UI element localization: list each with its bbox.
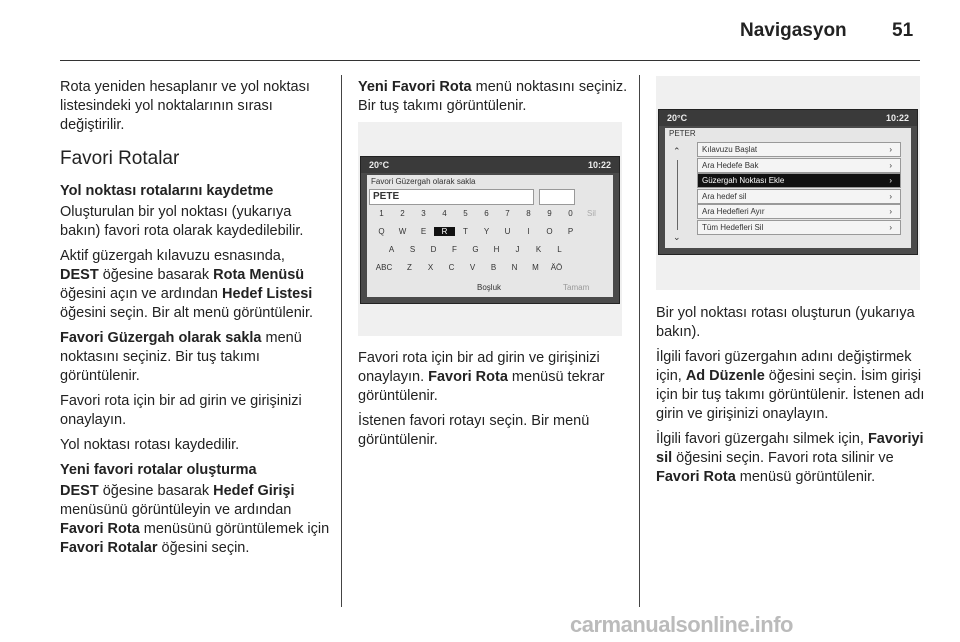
- keyboard-key[interactable]: L: [557, 245, 562, 254]
- keyboard-key[interactable]: W: [398, 227, 407, 236]
- column-divider-2: [639, 75, 640, 607]
- screen-title: PETER: [669, 129, 696, 138]
- keyboard-row: [367, 209, 613, 218]
- keyboard-key[interactable]: F: [452, 245, 457, 254]
- section-heading: Favori Rotalar: [60, 148, 180, 169]
- keyboard-key[interactable]: ÄÖ: [550, 263, 563, 272]
- column-2: [358, 78, 630, 122]
- chevron-right-icon: ›: [889, 207, 892, 216]
- paragraph: İlgili favori güzergahın adını değiştirmek için, Ad Düzenle öğesini seçin. İsim girişi için bir tuş takımı görüntülenir. İstenen adı girin ve girişinizi onaylayın.: [656, 349, 925, 422]
- paragraph: Yeni Favori Rota menü noktasını seçiniz. Bir tuş takımı görüntülenir.: [358, 79, 628, 114]
- keyboard-key[interactable]: H: [493, 245, 500, 254]
- keyboard-key[interactable]: 9: [547, 209, 552, 218]
- column-2-lower: [358, 349, 630, 456]
- keyboard-screenshot: 20°C 10:22 Favori Güzergah olarak sakla PETE 1 2 3 4 5 6 7 8 9 0 Sil Q W E R T Y U I O P A S D F G H J K L ABC Z X C V B N M ÄÖ Boşluk Tamam: [358, 122, 622, 336]
- menu-item-label: Tüm Hedefleri Sil: [702, 222, 764, 232]
- keyboard-key[interactable]: 7: [505, 209, 510, 218]
- chevron-right-icon: ›: [889, 145, 892, 154]
- keyboard-key[interactable]: J: [515, 245, 520, 254]
- keyboard-key[interactable]: 1: [379, 209, 384, 218]
- keyboard-key[interactable]: ABC: [375, 263, 393, 272]
- keyboard-key[interactable]: 6: [484, 209, 489, 218]
- paragraph: Aktif güzergah kılavuzu esnasında, DEST öğesine basarak Rota Menüsü öğesini açın ve ardından Hedef Listesi öğesini seçin. Bir alt menü görüntülenir.: [60, 248, 314, 321]
- menu-item-label: Güzergah Noktası Ekle: [702, 176, 785, 185]
- chevron-right-icon: ›: [889, 191, 892, 201]
- screen-title: Favori Güzergah olarak sakla: [371, 177, 476, 186]
- paragraph: Bir yol noktası rotası oluşturun (yukarıya bakın).: [656, 305, 915, 340]
- paragraph: İlgili favori güzergahı silmek için, Favoriyi sil öğesini seçin. Favori rota silinir ve Favori Rota menüsü görüntülenir.: [656, 431, 924, 485]
- space-key[interactable]: Boşluk: [477, 283, 502, 292]
- keyboard-key[interactable]: P: [567, 227, 574, 236]
- input-box: [539, 189, 575, 205]
- menu-screenshot: 20°C 10:22 PETER ⌃ ⌄ Kılavuzu Başlat › Ara Hedefe Bak › Güzergah Noktası Ekle › Ara hedef sil › Ara Hedefleri Ayır › Tüm Hedefleri Sil ›: [656, 76, 920, 290]
- chevron-right-icon: ›: [889, 222, 892, 232]
- paragraph: Yol noktası rotası kaydedilir.: [60, 437, 240, 453]
- page-number: 51: [892, 20, 914, 41]
- menu-item[interactable]: [697, 189, 901, 204]
- keyboard-key[interactable]: D: [430, 245, 437, 254]
- subsection-heading: Yol noktası rotalarını kaydetme: [60, 183, 274, 199]
- keyboard-key[interactable]: E: [420, 227, 427, 236]
- chevron-right-icon: ›: [889, 176, 892, 185]
- keyboard-key[interactable]: 8: [526, 209, 531, 218]
- keyboard-key[interactable]: B: [490, 263, 497, 272]
- keyboard-key[interactable]: V: [469, 263, 476, 272]
- keyboard-key[interactable]: T: [463, 227, 468, 236]
- scroll-down-icon[interactable]: ⌄: [673, 232, 681, 242]
- column-3: [656, 304, 926, 493]
- subsection-heading: Yeni favori rotalar oluşturma: [60, 462, 257, 478]
- keyboard-key[interactable]: S: [409, 245, 416, 254]
- paragraph: Rota yeniden hesaplanır ve yol noktası listesindeki yol noktalarının sırası değiştirilir.: [60, 79, 310, 133]
- menu-item[interactable]: [697, 142, 901, 157]
- menu-item[interactable]: [697, 173, 901, 188]
- keyboard-key[interactable]: Y: [483, 227, 490, 236]
- keyboard-key[interactable]: 0: [568, 209, 573, 218]
- keyboard-key[interactable]: A: [388, 245, 395, 254]
- watermark: carmanualsonline.info: [570, 612, 793, 637]
- name-input[interactable]: PETE: [369, 189, 534, 205]
- keyboard-key[interactable]: Sil: [587, 209, 596, 218]
- menu-item-label: Kılavuzu Başlat: [702, 145, 758, 154]
- keyboard-row: [367, 263, 613, 272]
- paragraph: Favori Güzergah olarak sakla menü noktasını seçiniz. Bir tuş takımı görüntülenir.: [60, 330, 302, 384]
- paragraph: İstenen favori rotayı seçin. Bir menü görüntülenir.: [358, 413, 590, 448]
- page-header-title: Navigasyon: [740, 20, 847, 41]
- header-rule: [60, 60, 920, 61]
- keyboard-key[interactable]: K: [535, 245, 542, 254]
- keyboard-key[interactable]: 3: [421, 209, 426, 218]
- keyboard-key[interactable]: 4: [442, 209, 447, 218]
- menu-item[interactable]: [697, 220, 901, 235]
- keyboard-key[interactable]: M: [532, 263, 539, 272]
- paragraph: Oluşturulan bir yol noktası (yukarıya bakın) favori rota olarak kaydedilebilir.: [60, 204, 304, 239]
- paragraph: DEST öğesine basarak Hedef Girişi menüsünü görüntüleyin ve ardından Favori Rota menüsünü görüntülemek için Favori Rotalar öğesini seçin.: [60, 483, 330, 556]
- keyboard-row: [367, 227, 613, 236]
- scroll-up-icon[interactable]: ⌃: [673, 146, 681, 156]
- scrollbar[interactable]: [677, 160, 678, 230]
- keyboard-key[interactable]: U: [504, 227, 511, 236]
- column-1: [60, 78, 330, 564]
- menu-item-label: Ara Hedefleri Ayır: [702, 207, 765, 216]
- keyboard-key[interactable]: R: [434, 227, 455, 236]
- keyboard-key[interactable]: O: [546, 227, 553, 236]
- keyboard-key[interactable]: 2: [400, 209, 405, 218]
- keyboard-key[interactable]: Z: [407, 263, 412, 272]
- chevron-right-icon: ›: [889, 160, 892, 170]
- ok-key[interactable]: Tamam: [563, 283, 590, 292]
- keyboard-key[interactable]: I: [527, 227, 530, 236]
- paragraph: Favori rota için bir ad girin ve girişinizi onaylayın. Favori Rota menüsü tekrar görüntülenir.: [358, 350, 605, 404]
- keyboard-key[interactable]: G: [472, 245, 479, 254]
- menu-item[interactable]: [697, 158, 901, 173]
- keyboard-key[interactable]: N: [511, 263, 518, 272]
- paragraph: Favori rota için bir ad girin ve girişinizi onaylayın.: [60, 393, 302, 428]
- keyboard-row: [367, 245, 613, 254]
- menu-item-label: Ara Hedefe Bak: [702, 160, 759, 170]
- keyboard-key[interactable]: Q: [378, 227, 385, 236]
- menu-item-label: Ara hedef sil: [702, 191, 747, 201]
- keyboard-key[interactable]: X: [427, 263, 434, 272]
- column-divider-1: [341, 75, 342, 607]
- keyboard-key[interactable]: 5: [463, 209, 468, 218]
- menu-item[interactable]: [697, 204, 901, 219]
- keyboard-key[interactable]: C: [448, 263, 455, 272]
